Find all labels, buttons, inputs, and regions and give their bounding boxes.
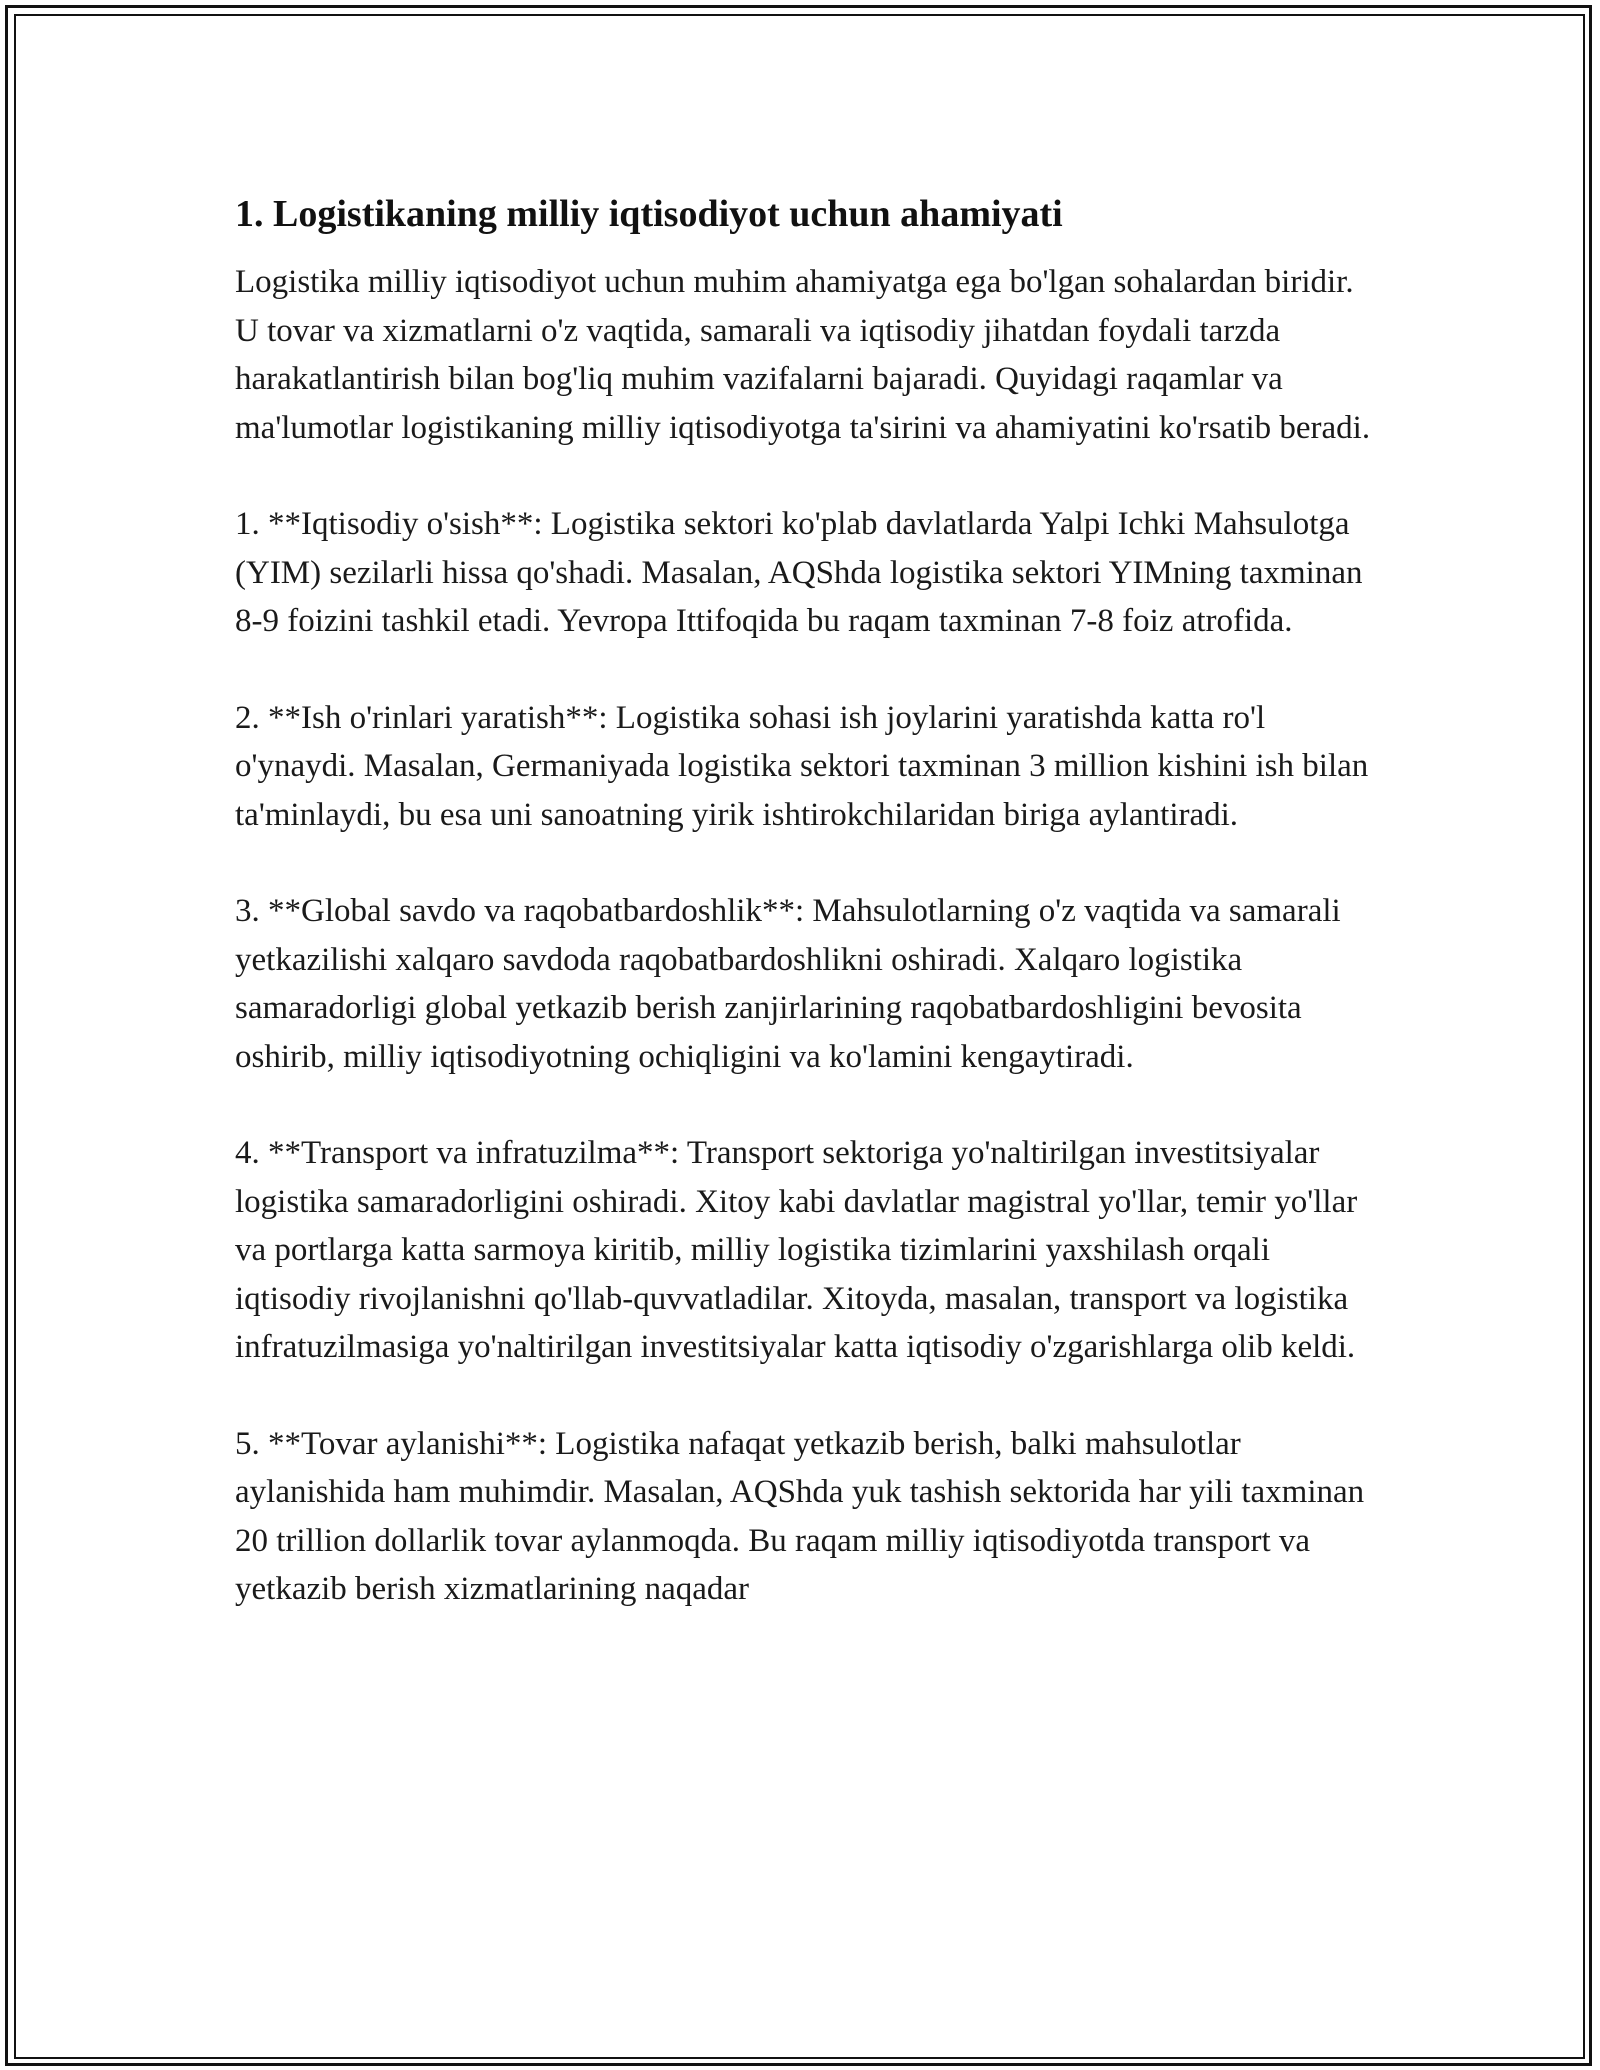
paragraph-goods-turnover: 5. **Tovar aylanishi**: Logistika nafaqat yetkazib berish, balki mahsulotlar aylanishida ham muhimdir. Masalan, AQShda yuk tashish sektorida har yili taxminan 20 trillion dollarlik tovar aylanmoqda. Bu raqam milliy iqtisodiyotda transport va yetkazib berish xizmatlarining naqadar (235, 1425, 1365, 1607)
section-heading: 1. Logistikaning milliy iqtisodiyot uchun ahamiyati (235, 193, 1063, 235)
paragraph-transport-infrastructure: 4. **Transport va infratuzilma**: Transport sektoriga yo'naltirilgan investitsiyalar logistika samaradorligini oshiradi. Xitoy kabi davlatlar magistral yo'llar, temir yo'llar va portlarga katta sarmoya kiritib, milliy logistika tizimlarini yaxshilash orqali iqtisodiy rivojlanishni qo'llab-quvvatladilar. Xitoyda, masalan, transport va logistika infratuzilmasiga yo'naltirilgan investitsiyalar katta iqtisodiy o'zgarishlarga olib keldi. (235, 1135, 1358, 1365)
paragraph-economic-growth: 1. **Iqtisodiy o'sish**: Logistika sektori ko'plab davlatlarda Yalpi Ichki Mahsulotga (YIM) sezilarli hissa qo'shadi. Masalan, AQShda logistika sektori YIMning taxminan 8-9 foizini tashkil etadi. Yevropa Ittifoqida bu raqam taxminan 7-8 foiz atrofida. (235, 506, 1363, 639)
paragraph-global-trade: 3. **Global savdo va raqobatbardoshlik**: Mahsulotlarning o'z vaqtida va samarali yetkazilishi xalqaro savdoda raqobatbardoshlikni oshiradi. Xalqaro logistika samaradorligi global yetkazib berish zanjirlarining raqobatbardoshligini bevosita oshirib, milliy iqtisodiyotning ochiqligini va ko'lamini kengaytiradi. (235, 893, 1341, 1075)
document-body (235, 188, 1385, 1662)
paragraph-job-creation: 2. **Ish o'rinlari yaratish**: Logistika sohasi ish joylarini yaratishda katta ro'l o'ynaydi. Masalan, Germaniyada logistika sektori taxminan 3 million kishini ish bilan ta'minlaydi, bu esa uni sanoatning yirik ishtirokchilaridan biriga aylantiradi. (235, 699, 1369, 833)
intro-paragraph: Logistika milliy iqtisodiyot uchun muhim ahamiyatga ega bo'lgan sohalardan biridir. U tovar va xizmatlarni o'z vaqtida, samarali va iqtisodiy jihatdan foydali tarzda harakatlantirish bilan bog'liq muhim vazifalarni bajaradi. Quyidagi raqamlar va ma'lumotlar logistikaning milliy iqtisodiyotga ta'sirini va ahamiyatini ko'rsatib beradi. (235, 264, 1371, 446)
